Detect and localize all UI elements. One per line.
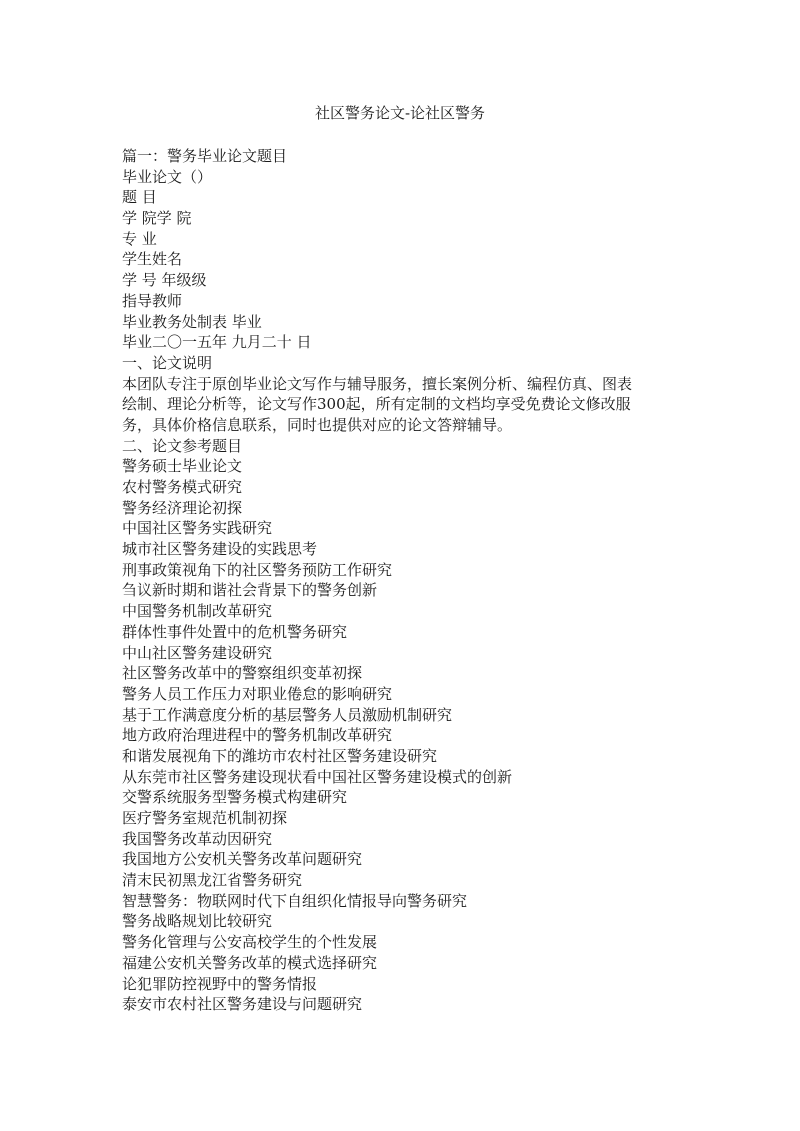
text-line: 我国警务改革动因研究 (122, 829, 273, 848)
text-line: 交警系统服务型警务模式构建研究 (122, 788, 348, 807)
text-line: 警务硕士毕业论文 (122, 457, 243, 476)
text-line: 清末民初黑龙江省警务研究 (122, 871, 303, 890)
text-line: 泰安市农村社区警务建设与问题研究 (122, 995, 363, 1014)
text-line: 社区警务改革中的警察组织变革初探 (122, 664, 363, 683)
text-line: 警务经济理论初探 (122, 498, 243, 517)
text-line: 刑事政策视角下的社区警务预防工作研究 (122, 560, 393, 579)
text-line: 警务战略规划比较研究 (122, 912, 273, 931)
text-line: 警务人员工作压力对职业倦怠的影响研究 (122, 684, 393, 703)
text-line: 一、论文说明 (122, 353, 213, 372)
text-line: 地方政府治理进程中的警务机制改革研究 (122, 726, 393, 745)
text-line: 基于工作满意度分析的基层警务人员激励机制研究 (122, 705, 453, 724)
text-line: 务，具体价格信息联系，同时也提供对应的论文答辩辅导。 (122, 415, 513, 434)
text-line: 本团队专注于原创毕业论文写作与辅导服务，擅长案例分析、编程仿真、图表 (122, 374, 633, 393)
text-line: 绘制、理论分析等，论文写作300起，所有定制的文档均享受免费论文修改服 (122, 395, 631, 414)
text-line: 毕业论文（） (122, 167, 213, 186)
document-body (122, 146, 682, 1015)
text-line: 学生姓名 (122, 250, 183, 269)
text-line: 和谐发展视角下的潍坊市农村社区警务建设研究 (122, 746, 438, 765)
text-line: 二、论文参考题目 (122, 436, 243, 455)
text-line: 警务化管理与公安高校学生的个性发展 (122, 933, 378, 952)
text-line: 智慧警务：物联网时代下自组织化情报导向警务研究 (122, 891, 468, 910)
text-line: 毕业二〇一五年 九月二十 日 (122, 333, 312, 352)
text-line: 城市社区警务建设的实践思考 (122, 540, 318, 559)
document-title: 社区警务论文-论社区警务 (314, 104, 486, 122)
text-line: 学 院学 院 (122, 209, 192, 228)
text-line: 毕业教务处制表 毕业 (122, 312, 262, 331)
text-line: 我国地方公安机关警务改革问题研究 (122, 850, 363, 869)
text-line: 专 业 (122, 229, 157, 248)
text-line: 学 号 年级级 (122, 271, 207, 290)
text-line: 福建公安机关警务改革的模式选择研究 (122, 953, 378, 972)
text-line: 中国社区警务实践研究 (122, 519, 273, 538)
text-line: 刍议新时期和谐社会背景下的警务创新 (122, 581, 378, 600)
text-line: 农村警务模式研究 (122, 478, 243, 496)
text-line: 中山社区警务建设研究 (122, 643, 273, 662)
text-line: 指导教师 (122, 291, 183, 310)
text-line: 医疗警务室规范机制初探 (122, 809, 288, 827)
text-line: 群体性事件处置中的危机警务研究 (122, 622, 348, 641)
text-line: 论犯罪防控视野中的警务情报 (122, 974, 318, 993)
text-line: 篇一：警务毕业论文题目 (122, 147, 288, 165)
text-line: 题 目 (122, 188, 157, 207)
text-line: 中国警务机制改革研究 (122, 602, 273, 621)
text-line: 从东莞市社区警务建设现状看中国社区警务建设模式的创新 (122, 767, 513, 786)
